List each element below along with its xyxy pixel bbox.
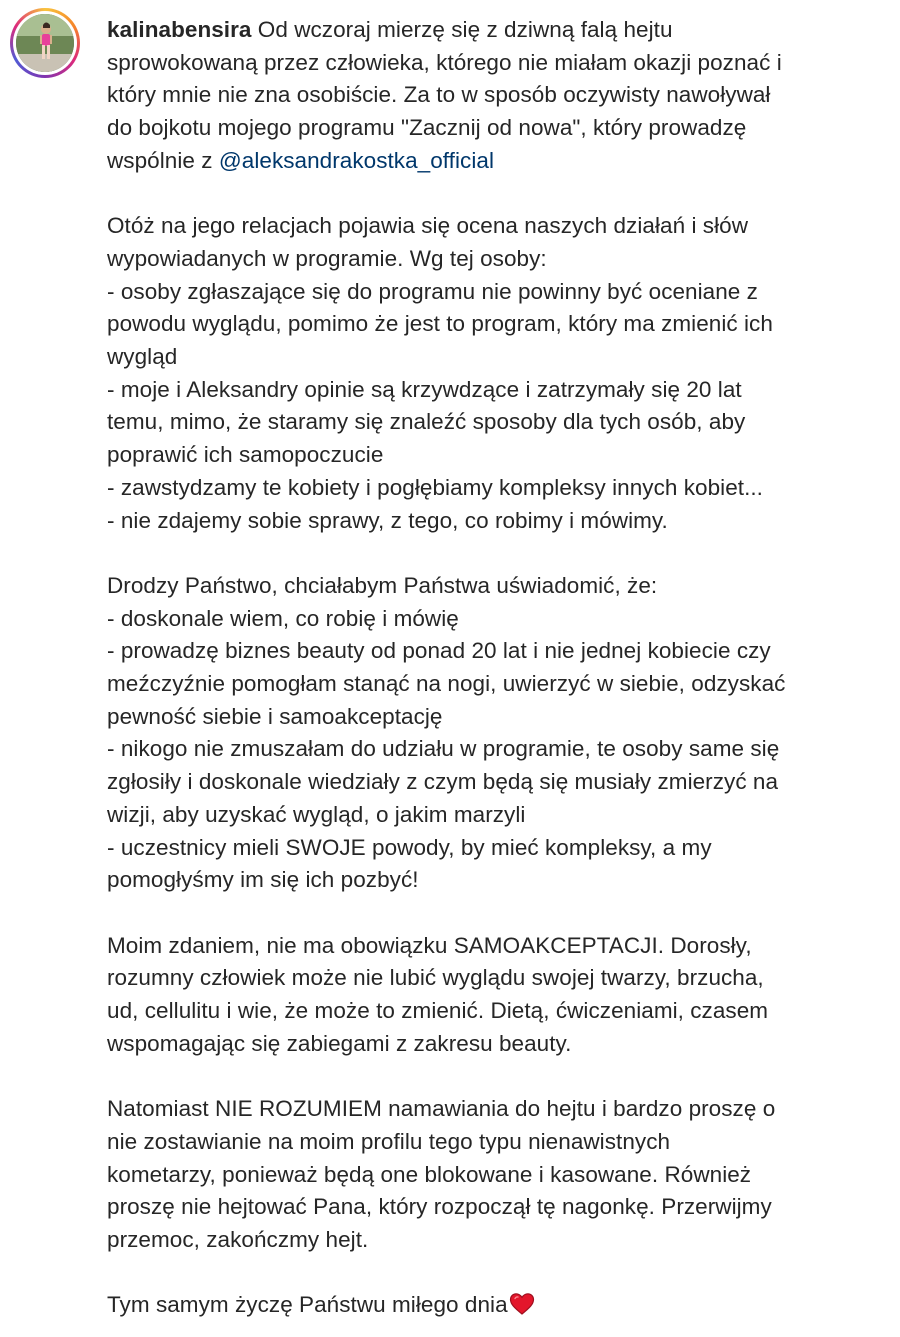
paragraph-gap	[107, 537, 887, 570]
caption-line: wygląd	[107, 344, 178, 370]
paragraph-gap	[107, 1060, 887, 1093]
caption-line: pomogłyśmy im się ich pozbyć!	[107, 867, 419, 893]
caption-text: Tym samym życzę Państwu miłego dnia	[107, 1292, 508, 1318]
paragraph-gap	[107, 1257, 887, 1290]
caption-line: pewność siebie i samoakceptację	[107, 703, 443, 729]
caption-line: meźczyźnie pomogłam stanąć na nogi, uwierzyć w siebie, odzyskać	[107, 671, 786, 697]
caption-line: do bojkotu mojego programu "Zacznij od nowa", który prowadzę	[107, 115, 747, 141]
avatar[interactable]	[16, 14, 74, 72]
paragraph-gap	[107, 178, 887, 211]
caption-line: wypowiadanych w programie. Wg tej osoby:	[107, 245, 547, 271]
caption-paragraph-3	[107, 570, 887, 897]
caption-line: Otóż na jego relacjach pojawia się ocena naszych działań i słów	[107, 213, 749, 239]
caption-line: ud, cellulitu i wie, że może to zmienić. Dietą, ćwiczeniami, czasem	[107, 998, 769, 1024]
caption-line: wizji, aby uzyskać wygląd, o jakim marzyli	[107, 801, 526, 827]
caption-line: poprawić ich samopoczucie	[107, 442, 384, 468]
caption-line: - doskonale wiem, co robię i mówię	[107, 605, 459, 631]
caption-line: - nikogo nie zmuszałam do udziału w programie, te osoby same się	[107, 736, 780, 762]
caption-line: - nie zdajemy sobie sprawy, z tego, co robimy i mówimy.	[107, 507, 668, 533]
red-heart-icon	[509, 1292, 535, 1316]
caption-line: Drodzy Państwo, chciałabym Państwa uświadomić, że:	[107, 572, 658, 598]
caption-paragraph-5	[107, 1093, 887, 1257]
caption-paragraph-4	[107, 930, 887, 1061]
caption-line: który mnie nie zna osobiście. Za to w sposób oczywisty nawoływał	[107, 82, 771, 108]
profile-photo-icon	[16, 14, 74, 72]
caption-line	[107, 1289, 887, 1322]
caption-text: wspólnie z	[107, 147, 213, 173]
caption-line: sprowokowaną przez człowieka, którego nie miałam okazji poznać i	[107, 49, 782, 75]
mention-link[interactable]: @aleksandrakostka_official	[218, 147, 494, 173]
caption-line: - zawstydzamy te kobiety i pogłębiamy kompleksy innych kobiet...	[107, 474, 763, 500]
caption-line: kometarzy, ponieważ będą one blokowane i kasowane. Również	[107, 1161, 752, 1187]
username-link[interactable]: kalinabensira	[107, 17, 252, 42]
caption-line: - osoby zgłaszające się do programu nie powinny być oceniane z	[107, 278, 758, 304]
caption-line: Natomiast NIE ROZUMIEM namawiania do hejtu i bardzo proszę o	[107, 1096, 776, 1122]
caption-intro	[107, 14, 887, 178]
story-ring[interactable]	[10, 8, 80, 78]
caption-line: Moim zdaniem, nie ma obowiązku SAMOAKCEPTACJI. Dorosły,	[107, 932, 752, 958]
caption-paragraph-2	[107, 210, 887, 537]
caption-line: - moje i Aleksandry opinie są krzywdzące i zatrzymały się 20 lat	[107, 376, 742, 402]
caption-line: przemoc, zakończmy hejt.	[107, 1226, 369, 1252]
caption-line: zgłosiły i doskonale wiedziały z czym będą się musiały zmierzyć na	[107, 769, 779, 795]
caption-line: nie zostawianie na moim profilu tego typu nienawistnych	[107, 1128, 671, 1154]
caption-line: - uczestnicy mieli SWOJE powody, by mieć kompleksy, a my	[107, 834, 712, 860]
caption-line: rozumny człowiek może nie lubić wyglądu swojej twarzy, brzucha,	[107, 965, 764, 991]
caption-line	[107, 14, 887, 47]
caption-line	[107, 145, 887, 178]
caption-text: Od wczoraj mierzę się z dziwną falą hejtu	[257, 17, 673, 42]
avatar-border	[13, 11, 77, 75]
paragraph-gap	[107, 897, 887, 930]
caption-line: temu, mimo, że staramy się znaleźć sposoby dla tych osób, aby	[107, 409, 746, 435]
caption-line: powodu wyglądu, pomimo że jest to program, który ma zmienić ich	[107, 311, 773, 337]
post-caption	[107, 14, 887, 1322]
caption-line: wspomagając się zabiegami z zakresu beauty.	[107, 1030, 572, 1056]
caption-closing	[107, 1289, 887, 1322]
caption-line: proszę nie hejtować Pana, który rozpoczął tę nagonkę. Przerwijmy	[107, 1194, 772, 1220]
caption-line: - prowadzę biznes beauty od ponad 20 lat i nie jednej kobiecie czy	[107, 638, 771, 664]
